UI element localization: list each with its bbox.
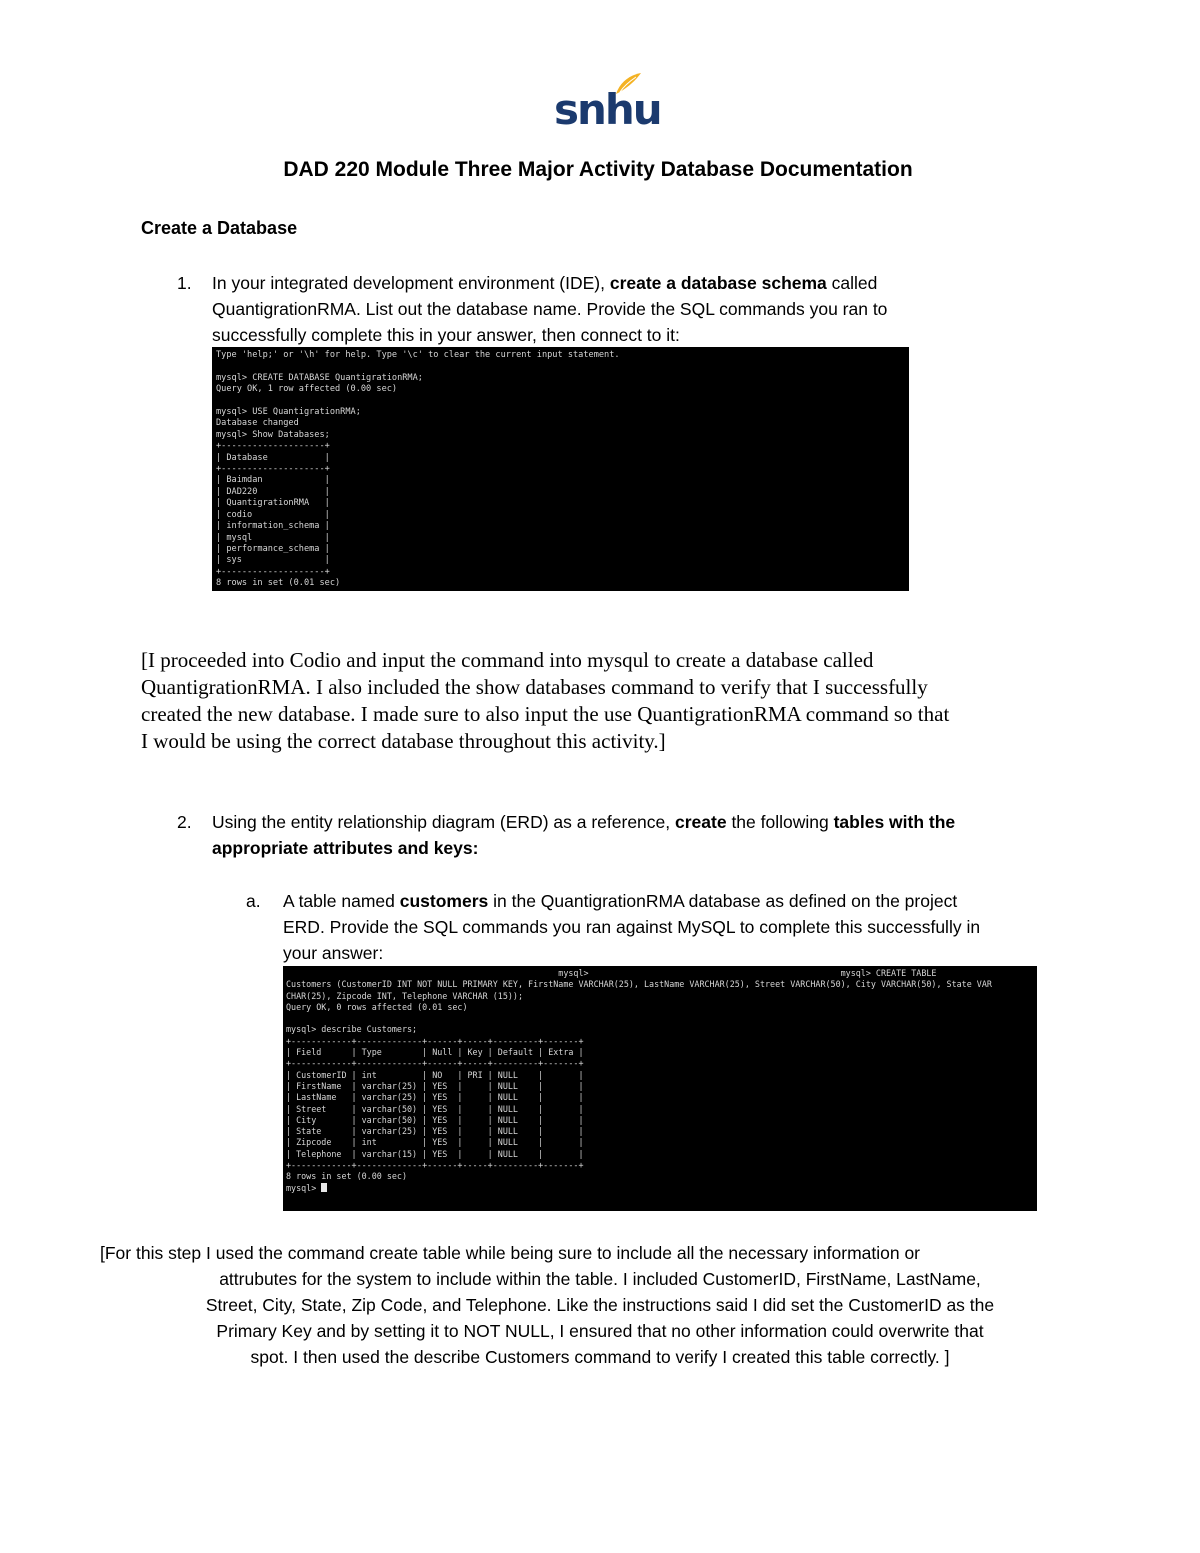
answer-2-line-3: Street, City, State, Zip Code, and Telephone. Like the instructions said I did set the CustomerID as the: [205, 1295, 995, 1315]
terminal-output: Type 'help;' or '\h' for help. Type '\c' to clear the current input statement. mysql> CREATE DATABASE QuantigrationRMA; Query OK, 1 row affected (0.00 sec) mysql> USE QuantigrationRMA; Database changed mysql> Show Databases; +--------------------+ | Database | +--------------------+ | Baimdan | | DAD220 | | QuantigrationRMA | | codio | | information_schema | | mysql | | performance_schema | | sys | +--------------------+ 8 rows in set (0.01 sec): [216, 350, 620, 589]
answer-2-line-2: attrubutes for the system to include within the table. I included CustomerID, FirstName, LastName,: [219, 1269, 981, 1289]
step-2a-line-2: ERD. Provide the SQL commands you ran against MySQL to complete this successfully in: [283, 917, 981, 937]
step-2-number: 2.: [177, 812, 192, 832]
step-2a-line-1: A table named customers in the QuantigrationRMA database as defined on the project: [283, 891, 958, 911]
step-1-number: 1.: [177, 273, 192, 293]
answer-2: [100, 1240, 1100, 1370]
step-1-line-2: QuantigrationRMA. List out the database name. Provide the SQL commands you ran to: [212, 299, 888, 319]
answer-2-line-5: spot. I then used the describe Customers command to verify I created this table correctly. ]: [250, 1347, 950, 1367]
step-2-line-2: appropriate attributes and keys:: [212, 838, 479, 858]
answer-1-line-4: I would be using the correct database throughout this activity.]: [141, 729, 666, 753]
step-2a-line-3: your answer:: [283, 943, 384, 963]
step-1-text: [212, 270, 1112, 348]
answer-1-line-1: [I proceeded into Codio and input the command into mysqul to create a database called: [141, 648, 874, 672]
answer-1-line-3: created the new database. I made sure to also input the use QuantigrationRMA command so that: [141, 702, 950, 726]
step-2a-letter: a.: [246, 891, 261, 911]
document-title: DAD 220 Module Three Major Activity Database Documentation: [283, 158, 913, 181]
cursor-icon: [321, 1183, 327, 1192]
answer-2-line-1: [For this step I used the command create table while being sure to include all the necessary information or: [100, 1243, 921, 1263]
answer-1-line-2: QuantigrationRMA. I also included the show databases command to verify that I successfully: [141, 675, 928, 699]
terminal-screenshot-create-database: [212, 347, 909, 591]
terminal-prompt: mysql>: [286, 1183, 1034, 1194]
step-1-line-1: In your integrated development environment (IDE), create a database schema called: [212, 273, 878, 293]
step-2-text: [212, 809, 1112, 861]
step-1-line-3: successfully complete this in your answer, then connect to it:: [212, 325, 680, 345]
answer-1: [141, 647, 1101, 755]
section-heading: Create a Database: [141, 218, 298, 238]
answer-2-line-4: Primary Key and by setting it to NOT NULL, I ensured that no other information could overwrite that: [216, 1321, 984, 1341]
step-2-line-1: Using the entity relationship diagram (ERD) as a reference, create the following tables with the: [212, 812, 956, 832]
terminal-output: mysql> mysql> CREATE TABLE Customers (CustomerID INT NOT NULL PRIMARY KEY, FirstName VARCHAR(25), LastName VARCHAR(25), Street VARCHAR(50), City VARCHAR(50), State VAR CHAR(25), Zipcode INT, Telephone VARCHAR (15)); Query OK, 0 rows affected (0.01 sec) mysql> describe Customers; +------------+-------------+------+-----+---------+-------+ | Field | Type | Null | Key | Default | Extra | +------------+-------------+------+-----+---------+-------+ | CustomerID | int | NO | PRI | NULL | | | FirstName | varchar(25) | YES | | NULL | | | LastName | varchar(25) | YES | | NULL | | | Street | varchar(50) | YES | | NULL | | | City | varchar(50) | YES | | NULL | | | State | varchar(25) | YES | | NULL | | | Zipcode | int | YES | | NULL | | | Telephone | varchar(15) | YES | | NULL | | +------------+-------------+------+-----+---------+-------+ 8 rows in set (0.00 sec): [286, 968, 992, 1182]
terminal-screenshot-create-table: [283, 966, 1037, 1211]
logo-wordmark: snhu: [554, 85, 661, 134]
step-2a-text: [283, 888, 1083, 966]
snhu-logo: [554, 72, 661, 134]
